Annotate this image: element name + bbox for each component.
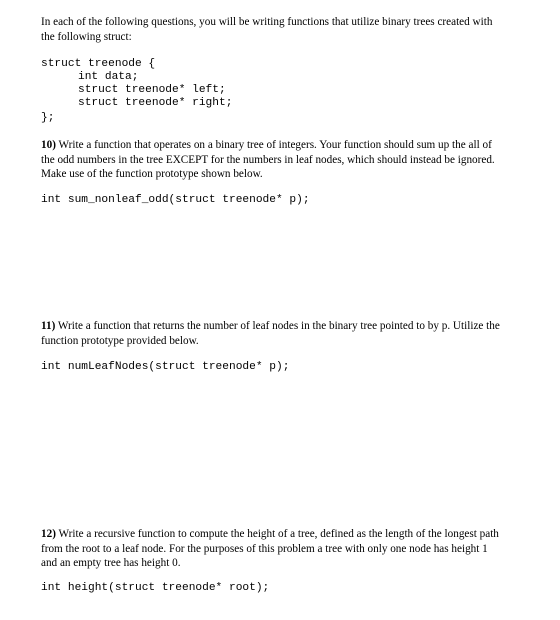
question-11-number: 11): [41, 320, 56, 332]
question-12-text: [41, 527, 503, 571]
question-10-body: Write a function that operates on a binary tree of integers. Your function should sum up the all of the odd numbers in the tree EXCEPT for the numbers in leaf nodes, which should instead be ignored. Make use of the function prototype shown below.: [41, 139, 495, 180]
question-10-number: 10): [41, 139, 56, 151]
struct-field-right: struct treenode* right;: [78, 97, 233, 109]
question-11-text: [41, 319, 503, 348]
question-12-prototype: int height(struct treenode* root);: [41, 582, 270, 594]
struct-close-line: };: [41, 112, 55, 124]
question-11-prototype: int numLeafNodes(struct treenode* p);: [41, 361, 290, 373]
question-12-body: Write a recursive function to compute the height of a tree, defined as the length of the longest path from the root to a leaf node. For the purposes of this problem a tree with only one node has height 1 and an empty tree has height 0.: [41, 528, 499, 569]
intro-paragraph: In each of the following questions, you will be writing functions that utilize binary trees created with the following struct:: [41, 16, 493, 43]
question-10-prototype: int sum_nonleaf_odd(struct treenode* p);: [41, 194, 310, 206]
struct-field-left: struct treenode* left;: [78, 84, 226, 96]
question-11-body: Write a function that returns the number of leaf nodes in the binary tree pointed to by p. Utilize the function prototype provided below.: [41, 320, 500, 347]
struct-field-data: int data;: [78, 71, 139, 83]
question-10-text: [41, 138, 503, 182]
struct-open-line: struct treenode {: [41, 58, 156, 70]
question-12-number: 12): [41, 528, 56, 540]
